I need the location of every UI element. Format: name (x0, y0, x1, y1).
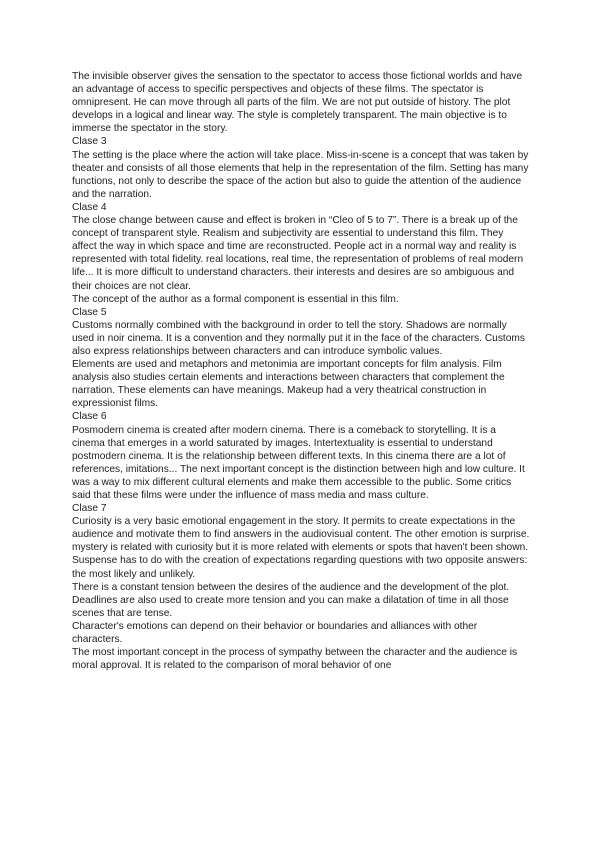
paragraph-cleo: The close change between cause and effect is broken in “Cleo of 5 to 7”. There is a break up of the concept of transparent style. Realism and subjectivity are essential to understand this film. They affect the way in which space and time are reconstructed. People act in a normal way and reality is represented with total fidelity. real locations, real time, the representation of problems of real modern life... It is more difficult to understand characters. their interests and desires are so ambiguous and their choices are not clear. (72, 215, 524, 292)
paragraph-postmodern: Posmodern cinema is created after modern cinema. There is a comeback to storytelling. It is a cinema that emerges in a world saturated by images. Intertextuality is essential to understand postmodern cinema. It is the relationship between different texts. In this cinema there are a lot of references, imitations... The next important concept is the distinction between high and low culture. It was a way to mix different cultural elements and make them accessible to the public. Some critics said that these films were under the influence of mass media and mass culture. (72, 424, 525, 501)
paragraph-invisible-observer: The invisible observer gives the sensation to the spectator to access those fictional worlds and have an advantage of access to specific perspectives and objects of these films. The spectator is omnipresent. He can move through all parts of the film. We are not put outside of history. The plot develops in a logical and linear way. The style is completely transparent. The main objective is to immerse the spectator in the story. (72, 71, 523, 135)
document-page (72, 70, 530, 672)
section-heading-clase-7: Clase 7 (72, 503, 107, 515)
paragraph-tension: There is a constant tension between the desires of the audience and the development of the plot. Deadlines are also used to create more tension and you can make a dilatation of time in all those scenes that are tense. (72, 581, 510, 619)
section-heading-clase-4: Clase 4 (72, 201, 107, 213)
paragraph-curiosity: Curiosity is a very basic emotional engagement in the story. It permits to create expectations in the audience and motivate them to find answers in the audiovisual content. The other emotion is surprise. mystery is related with curiosity but it is more related with elements or spots that haven't been shown. Suspense has to do with the creation of expectations regarding questions with two opposite answers: the most likely and unlikely. (72, 516, 530, 580)
paragraph-setting: The setting is the place where the action will take place. Miss-in-scene is a concept that was taken by theater and consists of all those elements that help in the representation of the film. Setting has many functions, not only to describe the space of the action but also to guide the attention of the audience and the narration. (72, 149, 529, 200)
section-heading-clase-3: Clase 3 (72, 136, 107, 148)
section-heading-clase-6: Clase 6 (72, 411, 107, 423)
paragraph-customs: Customs normally combined with the background in order to tell the story. Shadows are normally used in noir cinema. It is a convention and they normally put it in the face of the characters. Customs also express relationships between characters and can introduce symbolic values. (72, 319, 526, 357)
paragraph-author-concept: The concept of the author as a formal component is essential in this film. (72, 293, 399, 305)
paragraph-character-emotions: Character's emotions can depend on their behavior or boundaries and alliances with other characters. (72, 620, 478, 646)
paragraph-moral-approval: The most important concept in the process of sympathy between the character and the audience is moral approval. It is related to the comparison of moral behavior of one (72, 647, 518, 672)
section-heading-clase-5: Clase 5 (72, 306, 107, 318)
paragraph-elements: Elements are used and metaphors and metonimia are important concepts for film analysis. Film analysis also studies certain elements and interactions between characters that complement the narration. These elements can have meanings. Makeup had a very theatrical construction in expressionist films. (72, 359, 505, 410)
